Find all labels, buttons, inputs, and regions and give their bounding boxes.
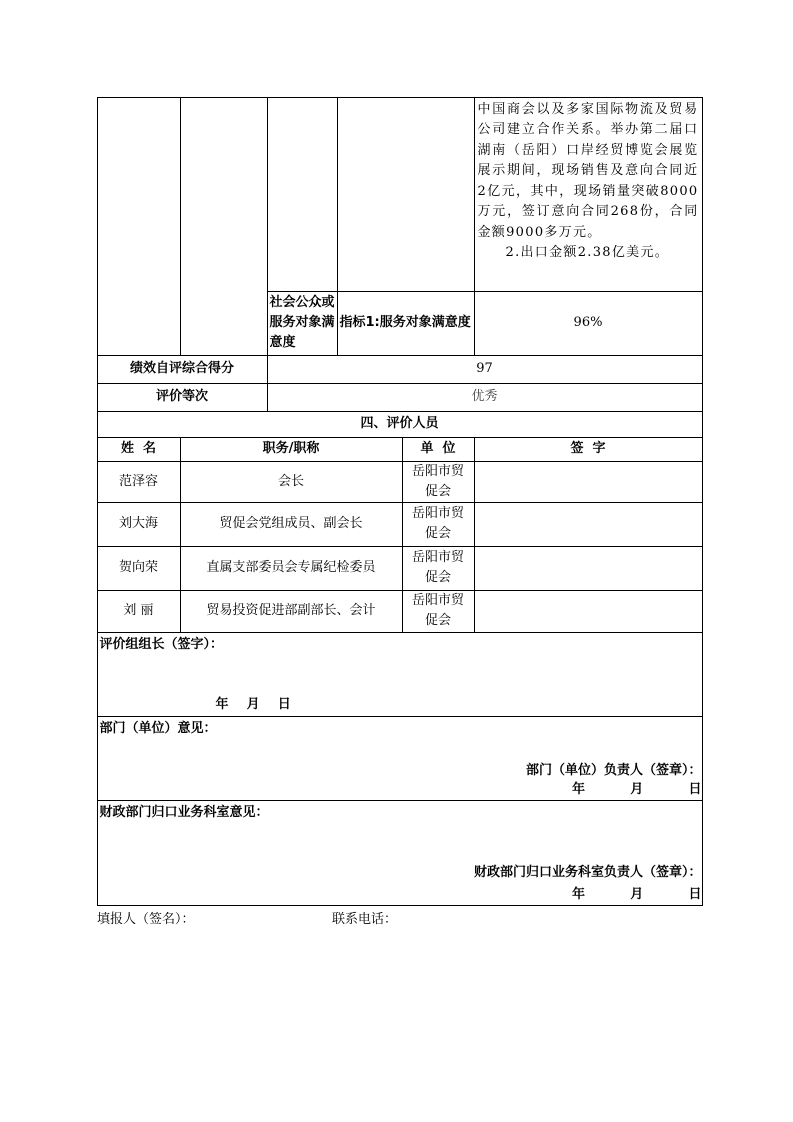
personnel-title: 贸易投资促进部副部长、会计 [180,590,403,633]
personnel-title: 直属支部委员会专属纪检委员 [180,546,403,591]
personnel-name: 刘大海 [97,502,181,547]
signature-cell [474,546,703,591]
dept-label: 部门（单位）意见： [99,720,217,736]
leader-section [97,632,703,717]
satisfaction-value: 96% [474,291,703,356]
leader-label: 评价组组长（签字）： [99,636,224,652]
filler-label: 填报人（签名）： [97,912,195,927]
header-name: 姓 名 [97,437,181,462]
personnel-title: 贸促会党组成员、副会长 [180,502,403,547]
empty-cell [97,97,181,356]
personnel-unit: 岳阳市贸促会 [402,502,475,547]
grade-value: 优秀 [267,383,703,412]
satisfaction-indicator: 指标1:服务对象满意度 [337,291,475,356]
outcome-text-2: 2.出口金额2.38亿美元。 [505,245,670,260]
phone-label: 联系电话： [332,912,398,927]
signature-cell [474,590,703,633]
finance-label: 财政部门归口业务科室意见： [99,804,269,820]
outcome-text: 中国商会以及多家国际物流及贸易公司建立合作关系。举办第二届口湖南（岳阳）口岸经贸博览会展览展示期间，现场销售及意向合同近2亿元，其中，现场销量突破8000万元，签订意向合同268份，合同金额9000多万元。 [477,101,699,240]
signature-cell [474,502,703,547]
satisfaction-category: 社会公众或服务对象满意度 [267,291,338,356]
leader-date: 年 月 日 [215,696,291,712]
personnel-unit: 岳阳市贸促会 [402,546,475,591]
outcome-cell [474,97,703,292]
finance-date: 年 月 日 [571,886,702,902]
section-title: 四、评价人员 [97,411,703,438]
score-value: 97 [267,355,703,384]
score-label: 绩效自评综合得分 [97,355,268,384]
dept-date: 年 月 日 [571,781,702,797]
dept-section [97,716,703,801]
empty-cell [267,97,338,292]
personnel-name: 贺向荣 [97,546,181,591]
personnel-name: 刘 丽 [97,590,181,633]
signature-cell [474,461,703,503]
header-signature: 签 字 [474,437,703,462]
header-title: 职务/职称 [180,437,403,462]
personnel-unit: 岳阳市贸促会 [402,461,475,503]
grade-label: 评价等次 [97,383,268,412]
personnel-unit: 岳阳市贸促会 [402,590,475,633]
personnel-name: 范泽容 [97,461,181,503]
finance-section [97,800,703,906]
dept-sign: 部门（单位）负责人（签章）： [525,762,702,778]
personnel-title: 会长 [180,461,403,503]
header-unit: 单 位 [402,437,475,462]
finance-sign: 财政部门归口业务科室负责人（签章）： [473,864,702,880]
empty-cell [180,97,268,356]
empty-cell [337,97,475,292]
